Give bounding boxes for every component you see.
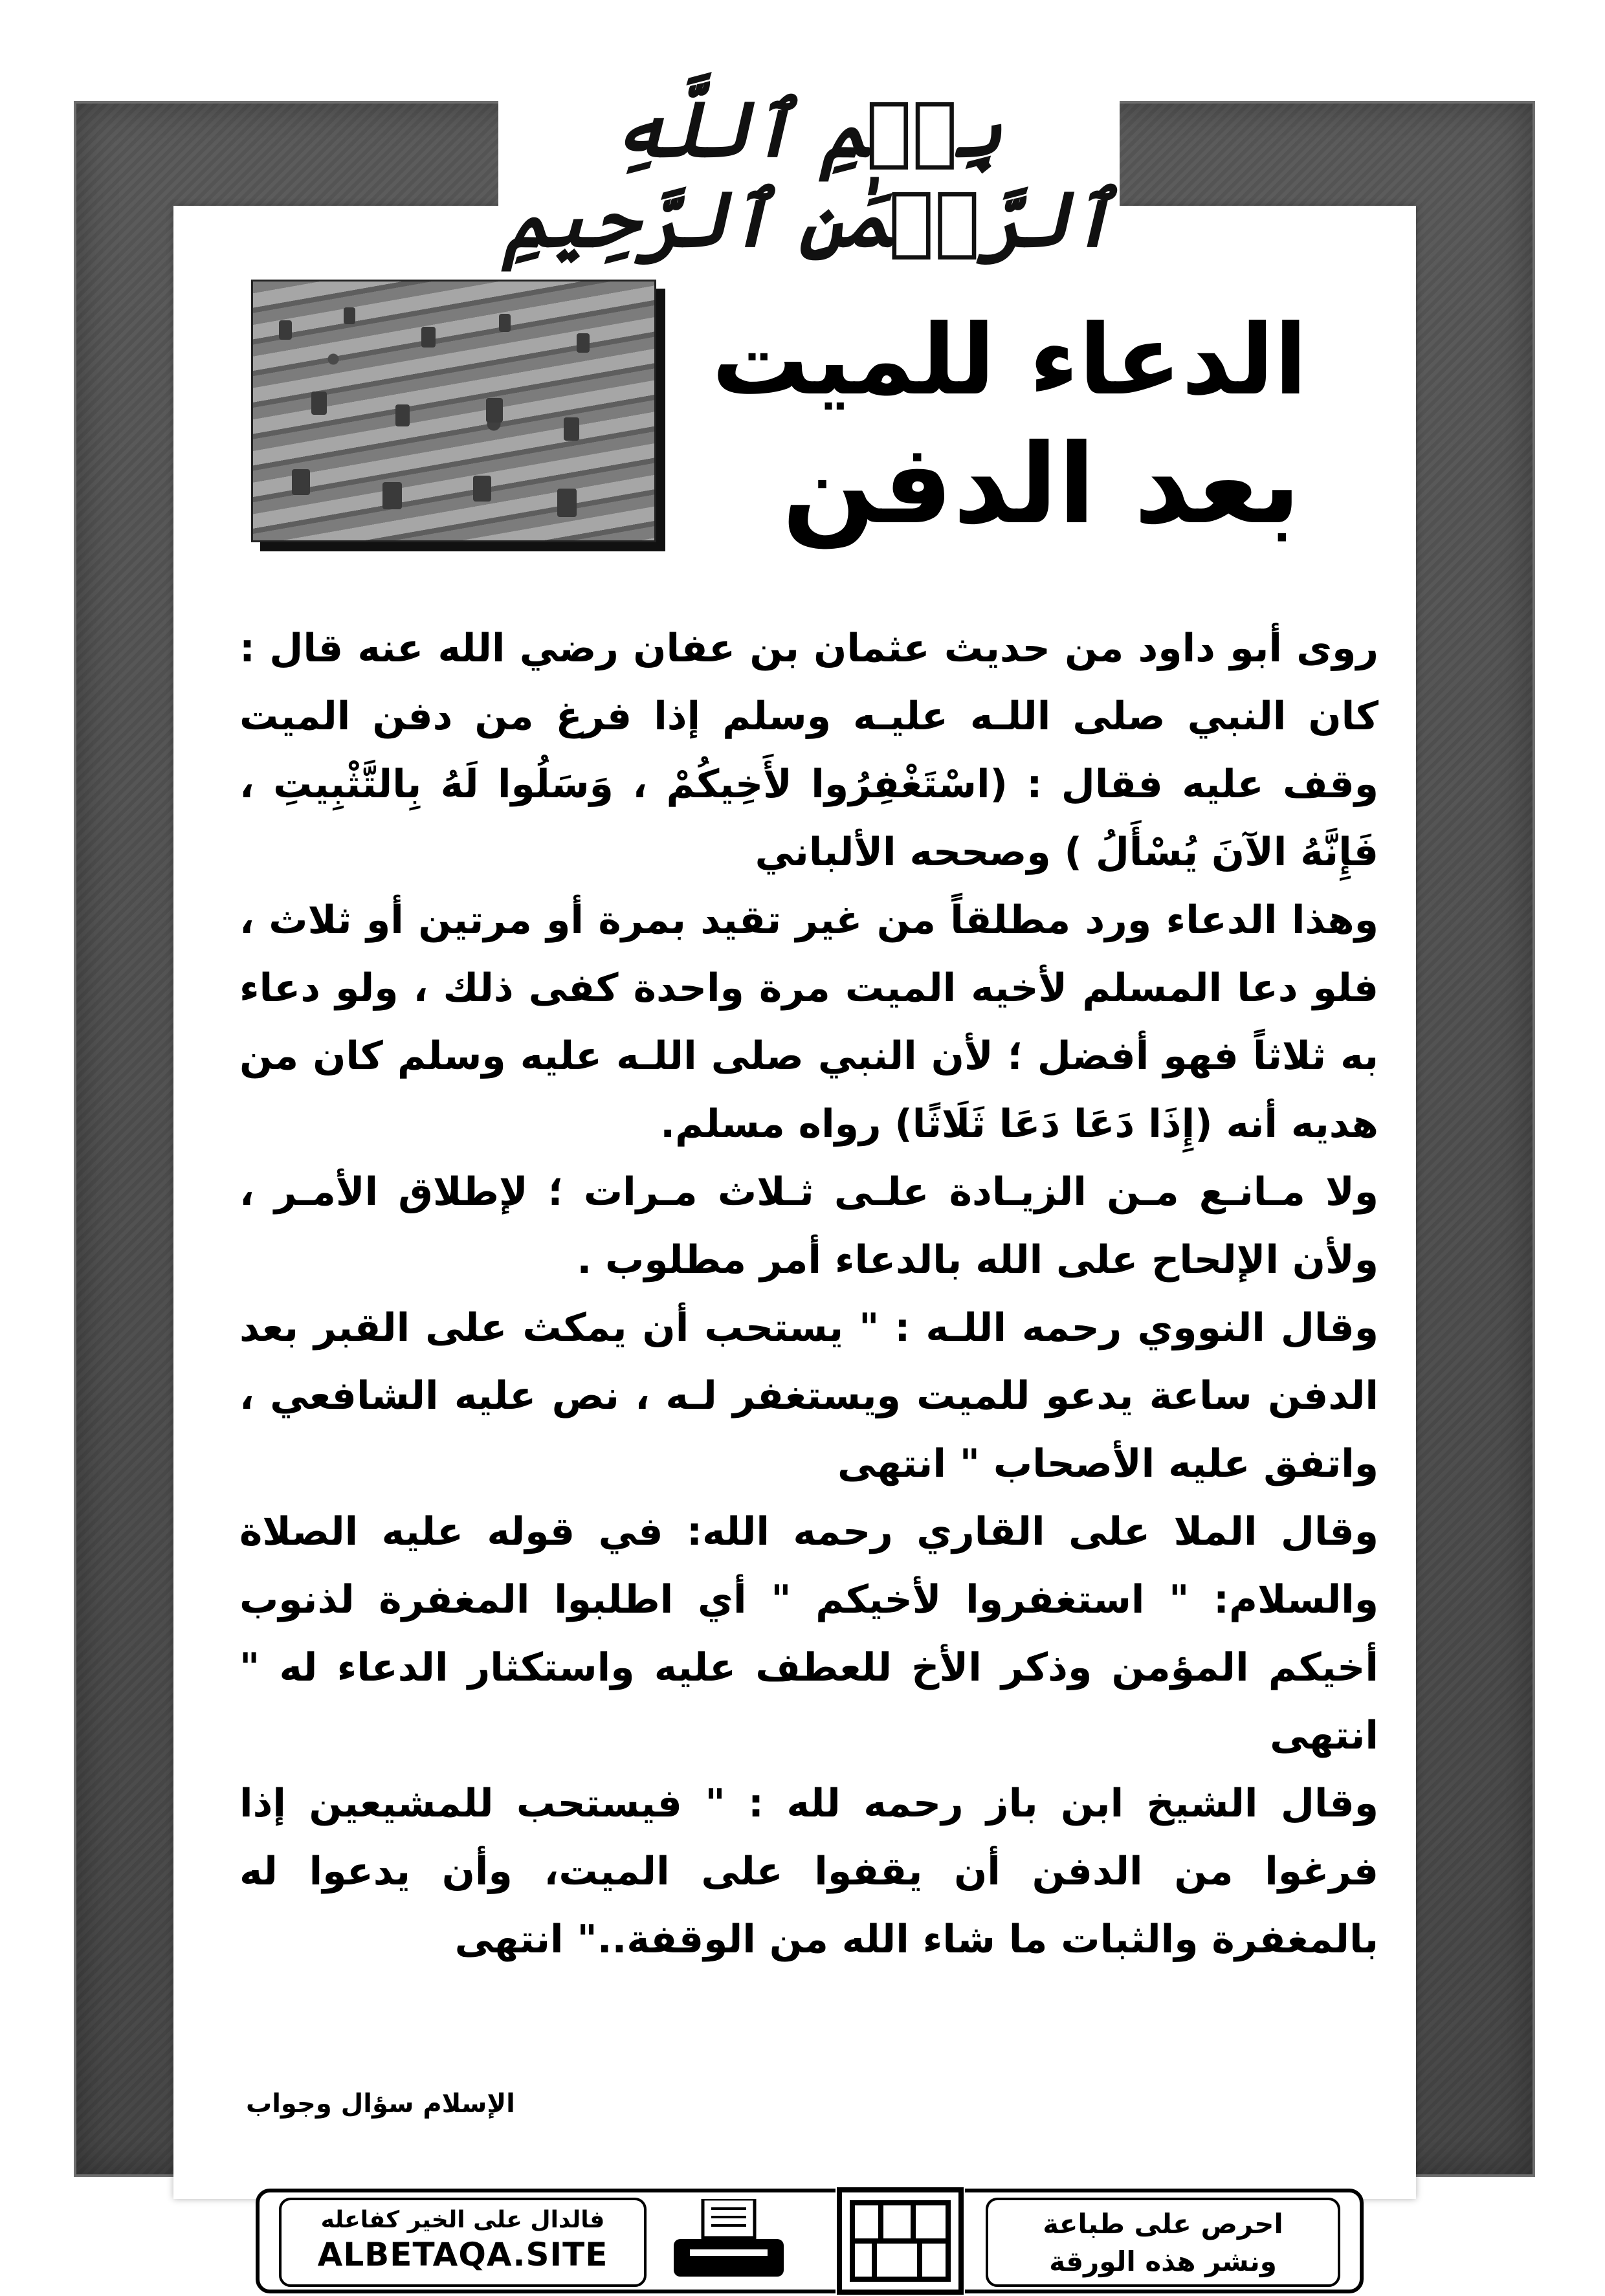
footer-website-box xyxy=(279,2198,647,2287)
paragraph-ibn-baz: وقال الشيخ ابن باز رحمه لله : " فيستحب للمشيعين إذا فرغوا من الدفن أن يقفوا على الميت، وأن يدعوا له بالمغفرة والثبات ما شاء الله من الوقفة.." انتهى xyxy=(239,1781,1378,1962)
basmala-header xyxy=(498,39,1120,264)
source-credit: الإسلام سؤال وجواب xyxy=(246,2089,515,2119)
page-title-line1: الدعاء للميت xyxy=(711,304,1307,417)
basmala-calligraphy: بِسۡمِ ٱللَّهِ ٱلرَّحۡمَٰنِ ٱلرَّحِيمِ xyxy=(504,84,1114,264)
print-prompt-line1: احرص على طباعة xyxy=(1043,2208,1283,2240)
footer-bar xyxy=(256,2189,1364,2293)
website-link[interactable]: ALBETAQA.SITE xyxy=(317,2236,608,2273)
paragraph-dua-count: وهذا الدعاء ورد مطلقاً من غير تقيد بمرة أو مرتين أو ثلاث ، فلو دعا المسلم لأخيه الميت مرة واحدة كفى ذلك ، ولو دعاء به ثلاثاً فهو أفضل ؛ لأن النبي صلى اللـه عليه وسلم كان من هديه أنه (إِذَا دَعَا دَعَا ثَلَاثًا) رواه مسلم. xyxy=(239,898,1378,1147)
printer-icon xyxy=(667,2199,790,2283)
paragraph-no-limit: ولا مـانـع مـن الزيـادة علـى ثـلاث مـرات ؛ لإطلاق الأمـر ، ولأن الإلحاح على الله بالدعاء أمر مطلوب . xyxy=(239,1169,1378,1283)
footer-print-box xyxy=(986,2198,1340,2287)
graveyard-photo xyxy=(251,280,656,542)
print-prompt-line2: ونشر هذه الورقة xyxy=(1049,2246,1277,2277)
page-title-line2: بعد الدفن xyxy=(782,421,1301,549)
article-body xyxy=(239,615,1378,1974)
paragraph-hadith: روى أبو داود من حديث عثمان بن عفان رضي الله عنه قال : كان النبي صلى اللـه عليـه وسلم إذا فرغ من دفن الميت وقف عليه فقال : (اسْتَغْفِرُوا لأَخِيكُمْ ، وَسَلُوا لَهُ بِالتَّثْبِيتِ ، فَإِنَّهُ الآنَ يُسْأَلُ ) وصححه الألباني xyxy=(239,626,1378,875)
paragraph-nawawi: وقال النووي رحمه اللـه : " يستحب أن يمكث على القبر بعد الدفن ساعة يدعو للميت ويستغفر لـه ، نص عليه الشافعي ، واتفق عليه الأصحاب " انتهى xyxy=(239,1305,1378,1486)
dawat-alwaraqa-logo xyxy=(836,2186,965,2296)
paragraph-qari: وقال الملا على القاري رحمه الله: في قوله عليه الصلاة والسلام: " استغفروا لأخيكم " أي اطلبوا المغفرة لذنوب أخيكم المؤمن وذكر الأخ للعطف عليه واستكثار الدعاء له " انتهى xyxy=(239,1509,1378,1758)
footer-motto: فالدال على الخير كفاعله xyxy=(320,2207,605,2233)
